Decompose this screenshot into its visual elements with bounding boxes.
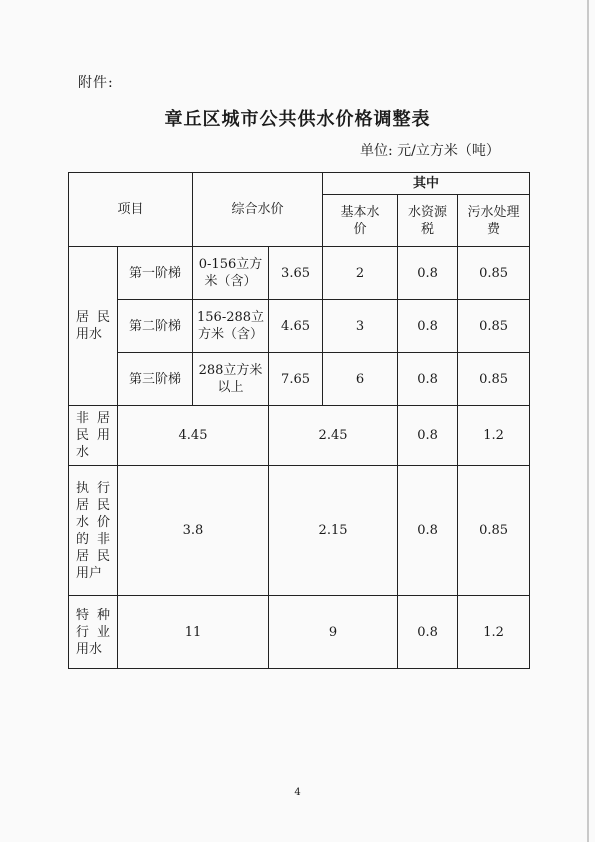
tier-composite: 7.65 [269, 353, 323, 406]
special-tax: 0.8 [398, 596, 458, 669]
table-row [69, 300, 530, 353]
tier-name: 第三阶梯 [118, 353, 193, 406]
tier-name: 第一阶梯 [118, 247, 193, 300]
header-basic: 基本水价 [323, 195, 398, 247]
special-composite: 11 [118, 596, 269, 669]
tier-sewage: 0.85 [458, 353, 530, 406]
exec-residential-composite: 3.8 [118, 466, 269, 596]
page-title: 章丘区城市公共供水价格调整表 [164, 109, 431, 130]
attachment-label: 附件: [78, 75, 114, 91]
residential-category-label: 居民用水 [76, 310, 110, 342]
tier-volume: 0-156立方米（含） [193, 247, 269, 300]
non-residential-category [69, 406, 118, 466]
residential-category [69, 247, 118, 406]
non-residential-sewage: 1.2 [458, 406, 530, 466]
tier-volume: 288立方米以上 [193, 353, 269, 406]
exec-residential-category-label: 执行居民水价的非居民用户 [76, 480, 110, 581]
tier-tax: 0.8 [398, 300, 458, 353]
page-number: 4 [294, 787, 301, 798]
tier-basic: 3 [323, 300, 398, 353]
non-residential-tax: 0.8 [398, 406, 458, 466]
special-sewage: 1.2 [458, 596, 530, 669]
header-row-1 [69, 173, 530, 195]
header-composite: 综合水价 [193, 173, 323, 247]
non-residential-composite: 4.45 [118, 406, 269, 466]
table-row [69, 406, 530, 466]
water-price-table [68, 172, 530, 669]
tier-basic: 2 [323, 247, 398, 300]
tier-sewage: 0.85 [458, 247, 530, 300]
exec-residential-basic: 2.15 [269, 466, 398, 596]
exec-residential-sewage: 0.85 [458, 466, 530, 596]
exec-residential-tax: 0.8 [398, 466, 458, 596]
non-residential-category-label: 非居民用水 [76, 411, 110, 460]
header-item: 项目 [69, 173, 193, 247]
table-row [69, 596, 530, 669]
header-sewage: 污水处理费 [458, 195, 530, 247]
header-of-which: 其中 [323, 173, 530, 195]
tier-composite: 3.65 [269, 247, 323, 300]
tier-tax: 0.8 [398, 247, 458, 300]
tier-volume: 156-288立方米（含） [193, 300, 269, 353]
exec-residential-category [69, 466, 118, 596]
special-category-label: 特种行业用水 [76, 607, 110, 657]
table-row [69, 466, 530, 596]
table-row [69, 353, 530, 406]
tier-sewage: 0.85 [458, 300, 530, 353]
special-basic: 9 [269, 596, 398, 669]
tier-name: 第二阶梯 [118, 300, 193, 353]
tier-tax: 0.8 [398, 353, 458, 406]
header-resource-tax: 水资源税 [398, 195, 458, 247]
unit-label: 单位: 元/立方米（吨） [360, 143, 500, 159]
non-residential-basic: 2.45 [269, 406, 398, 466]
tier-composite: 4.65 [269, 300, 323, 353]
table-row [69, 247, 530, 300]
special-category [69, 596, 118, 669]
tier-basic: 6 [323, 353, 398, 406]
